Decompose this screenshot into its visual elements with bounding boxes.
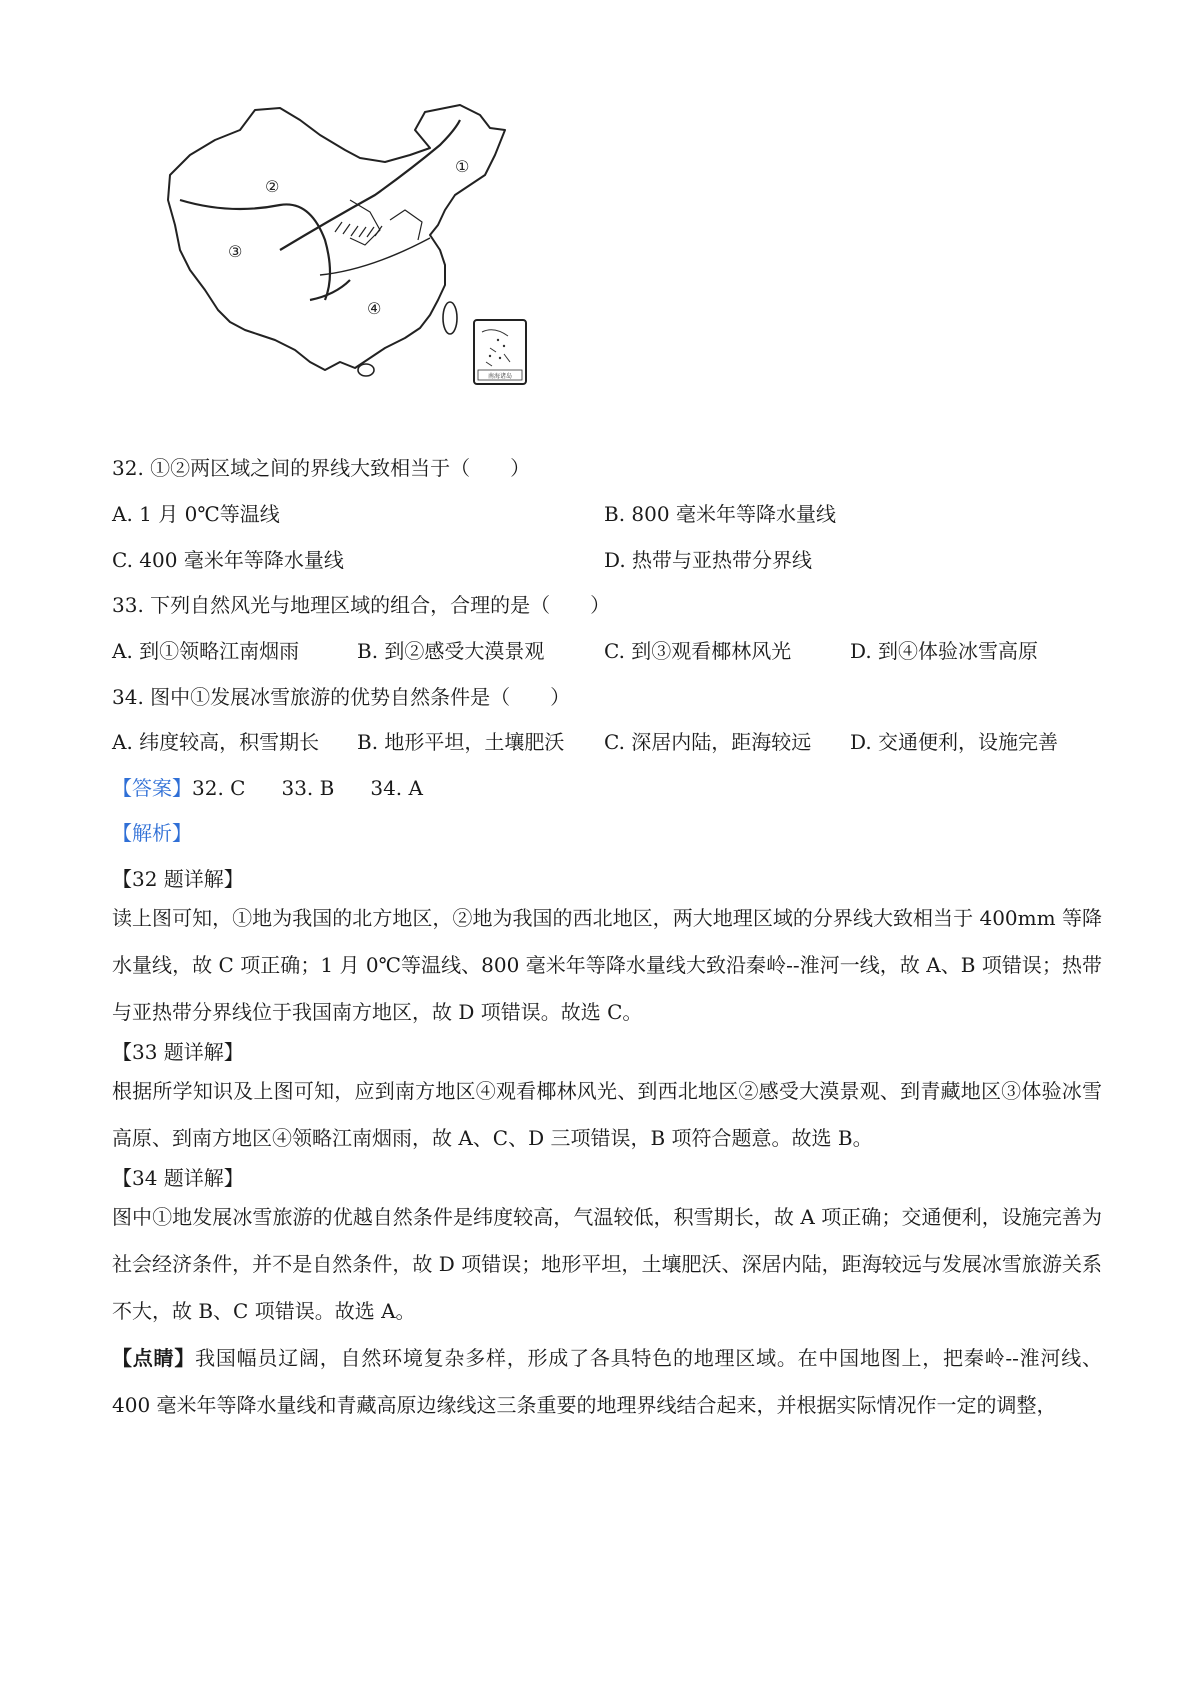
region-label-1: ①: [455, 157, 470, 176]
q32-option-b: B. 800 毫米年等降水量线: [604, 502, 836, 526]
q33-option-a: A. 到①领略江南烟雨: [112, 639, 300, 663]
region-label-2: ②: [265, 177, 280, 196]
region-label-3: ③: [228, 242, 243, 261]
answer-33: 33. B: [281, 776, 335, 800]
q33-stem: 33. 下列自然风光与地理区域的组合，合理的是（ ）: [112, 593, 611, 617]
d32-title: 【32 题详解】: [112, 867, 244, 891]
answer-line: [112, 773, 423, 803]
note-text: 我国幅员辽阔，自然环境复杂多样，形成了各具特色的地理区域。在中国地图上，把秦岭--淮河线、400 毫米年等降水量线和青藏高原边缘线这三条重要的地理界线结合起来，并根据实际情况作一定的调整，: [112, 1346, 1103, 1417]
d34-title: 【34 题详解】: [112, 1166, 244, 1190]
answer-34: 34. A: [370, 776, 423, 800]
q32-option-c: C. 400 毫米年等降水量线: [112, 548, 344, 572]
analysis-label: 【解析】: [112, 821, 192, 845]
inset-label: 南海诸岛: [487, 373, 513, 380]
d34-text: 图中①地发展冰雪旅游的优越自然条件是纬度较高，气温较低，积雪期长，故 A 项正确；交通便利，设施完善为社会经济条件，并不是自然条件，故 D 项错误；地形平坦，土壤肥沃、深居内陆，距海较远与发展冰雪旅游关系不大，故 B、C 项错误。故选 A。: [112, 1205, 1102, 1323]
answer-32: 32. C: [192, 776, 246, 800]
q34-stem: 34. 图中①发展冰雪旅游的优势自然条件是（ ）: [112, 685, 571, 709]
note-label: 【点睛】: [112, 1346, 196, 1370]
q34-option-c: C. 深居内陆，距海较远: [604, 730, 812, 754]
south-china-sea-inset: [474, 320, 526, 384]
china-region-map: [160, 100, 600, 430]
q33-option-d: D. 到④体验冰雪高原: [850, 639, 1039, 663]
q32-option-d: D. 热带与亚热带分界线: [604, 548, 813, 572]
q34-option-a: A. 纬度较高，积雪期长: [112, 730, 320, 754]
q33-option-b: B. 到②感受大漠景观: [357, 639, 545, 663]
answer-label: 【答案】: [112, 776, 192, 800]
q33-option-c: C. 到③观看椰林风光: [604, 639, 792, 663]
q34-option-d: D. 交通便利，设施完善: [850, 730, 1059, 754]
d33-title: 【33 题详解】: [112, 1040, 244, 1064]
note-paragraph: [112, 1335, 1102, 1429]
d33-text: 根据所学知识及上图可知，应到南方地区④观看椰林风光、到西北地区②感受大漠景观、到青藏地区③体验冰雪高原、到南方地区④领略江南烟雨，故 A、C、D 三项错误，B 项符合题意。故选 B。: [112, 1079, 1102, 1150]
q34-option-b: B. 地形平坦，土壤肥沃: [357, 730, 565, 754]
region-label-4: ④: [367, 299, 382, 318]
q32-stem: 32. ①②两区域之间的界线大致相当于（ ）: [112, 456, 531, 480]
d32-text: 读上图可知，①地为我国的北方地区，②地为我国的西北地区，两大地理区域的分界线大致相当于 400mm 等降水量线，故 C 项正确；1 月 0℃等温线、800 毫米年等降水量线大致沿秦岭--淮河一线，故 A、B 项错误；热带与亚热带分界线位于我国南方地区，故 D 项错误。故选 C。: [112, 906, 1102, 1024]
q32-option-a: A. 1 月 0℃等温线: [112, 502, 280, 526]
